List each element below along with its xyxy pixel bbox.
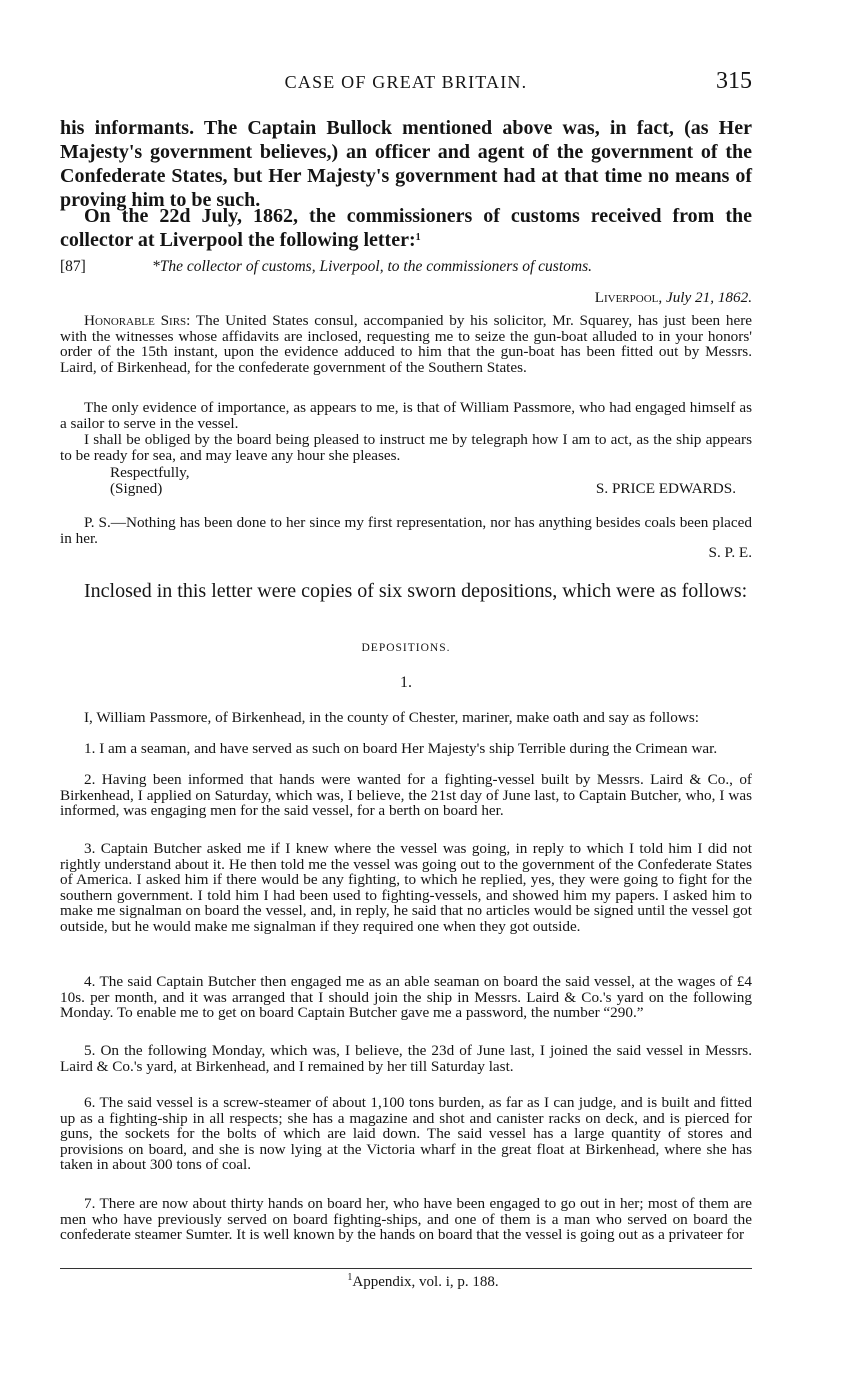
signed-label: (Signed) bbox=[110, 480, 163, 497]
footnote bbox=[0, 1274, 846, 1291]
deposition-item-5: 5. On the following Monday, which was, I believe, the 23d of June last, I joined the said vessel in Messrs. Laird & Co.'s yard, at Birkenhead, and I remained by her till Saturday last. bbox=[60, 1042, 752, 1075]
footnote-text: Appendix, vol. i, p. 188. bbox=[352, 1274, 499, 1290]
body-paragraph-1: his informants. The Captain Bullock mentioned above was, in fact, (as Her Majesty's government believes,) an officer and agent of the government of the Confederate States, but Her Majesty's government had at that time no means of proving him to be such. bbox=[60, 117, 752, 211]
body-paragraph-2-text: On the 22d July, 1862, the commissioners of customs received from the collector at Liverpool the following letter: bbox=[60, 205, 752, 251]
deposition-item-2: 2. Having been informed that hands were wanted for a fighting-vessel built by Messrs. Laird & Co., of Birkenhead, I applied on Saturday, which was, I believe, the 21st day of June last, to Captain Butcher, who, I was informed, was engaging men for the said vessel, for a berth on board her. bbox=[60, 771, 752, 820]
letter-paragraph-2: The only evidence of importance, as appears to me, is that of William Passmore, who had engaged himself as a sailor to serve in the vessel. bbox=[60, 399, 752, 432]
postscript-initials: S. P. E. bbox=[708, 544, 752, 561]
letter-paragraph-1 bbox=[60, 313, 752, 375]
footnote-rule bbox=[60, 1268, 752, 1269]
deposition-intro: I, William Passmore, of Birkenhead, in the county of Chester, mariner, make oath and say as follows: bbox=[84, 709, 699, 726]
deposition-item-1: 1. I am a seaman, and have served as such on board Her Majesty's ship Terrible during the Crimean war. bbox=[84, 740, 718, 757]
footnote-ref: 1 bbox=[415, 232, 421, 243]
letter-salutation: Honorable Sirs: bbox=[84, 312, 191, 329]
page-number: 315 bbox=[716, 68, 752, 94]
deposition-item-4: 4. The said Captain Butcher then engaged me as an able seaman on board the said vessel, at the wages of £4 10s. per month, and it was arranged that I should join the ship in Messrs. Laird & Co.'s yard on the following Monday. To enable me to get on board Captain Butcher gave me a password, the number “290.” bbox=[60, 973, 752, 1022]
deposition-number: 1. bbox=[400, 674, 412, 691]
letter-postscript: P. S.—Nothing has been done to her since my first representation, nor has anything besides coals been placed in her. bbox=[60, 514, 752, 547]
letter-dateline bbox=[60, 290, 752, 306]
letter-closing: Respectfully, bbox=[110, 464, 190, 481]
deposition-item-7: 7. There are now about thirty hands on board her, who have been engaged to go out in her; most of them are men who have previously served on board fighting-ships, and one of them is a man who served on board the confederate steamer Sumter. It is well known by the hands on board that the vessel is going out as a privateer for bbox=[60, 1195, 752, 1244]
letter-paragraph-1-text: The United States consul, accompanied by his solicitor, Mr. Squarey, has just been here with the witnesses whose affidavits are inclosed, requesting me to seize the gun-boat alluded to in your honors' order of the 15th instant, upon the evidence adduced to him that the gun-boat has been fitted out by Messrs. Laird, of Birkenhead, for the confederate government of the Southern States. bbox=[60, 312, 753, 376]
deposition-item-6: 6. The said vessel is a screw-steamer of about 1,100 tons burden, as far as I can judge, and is built and fitted up as a fighting-ship in all respects; she has a magazine and shot and canister racks on deck, and is pierced for guns, the sockets for the bolts of which are laid down. The said vessel has a large quantity of stores and provisions on board, and she is now lying at the Victoria wharf in the great float at Birkenhead, where she has taken in about 300 tons of coal. bbox=[60, 1094, 752, 1174]
running-title: CASE OF GREAT BRITAIN. bbox=[284, 72, 528, 92]
running-header bbox=[60, 68, 752, 98]
depositions-heading: DEPOSITIONS. bbox=[361, 642, 451, 654]
deposition-item-3: 3. Captain Butcher asked me if I knew where the vessel was going, in reply to which I told him I did not rightly understand about it. He then told me the vessel was going out to the government of the Confederate States of America. I asked him if there would be any fighting, to which he replied, yes, they were going to fight for the southern government. I told him I had been used to fighting-vessels, and showed him my papers. I asked him to make me signalman on board the vessel, and, in reply, he said that no articles would be signed until the vessel got outside, but he would make me signalman if they required one when they got outside. bbox=[60, 840, 752, 935]
margin-reference: [87] bbox=[60, 258, 86, 275]
footnote-marker: 1 bbox=[347, 1272, 353, 1283]
inclosed-paragraph: Inclosed in this letter were copies of six sworn depositions, which were as follows: bbox=[84, 580, 748, 602]
letter-title: *The collector of customs, Liverpool, to the commissioners of customs. bbox=[152, 258, 592, 275]
letter-date: July 21, 1862. bbox=[665, 289, 752, 306]
letter-place: Liverpool, bbox=[594, 289, 663, 306]
letter-paragraph-3: I shall be obliged by the board being pleased to instruct me by telegraph how I am to act, as the ship appears to be ready for sea, and may leave any hour she pleases. bbox=[60, 431, 752, 464]
letter-signature: S. PRICE EDWARDS. bbox=[595, 480, 736, 497]
body-paragraph-2 bbox=[60, 204, 752, 252]
